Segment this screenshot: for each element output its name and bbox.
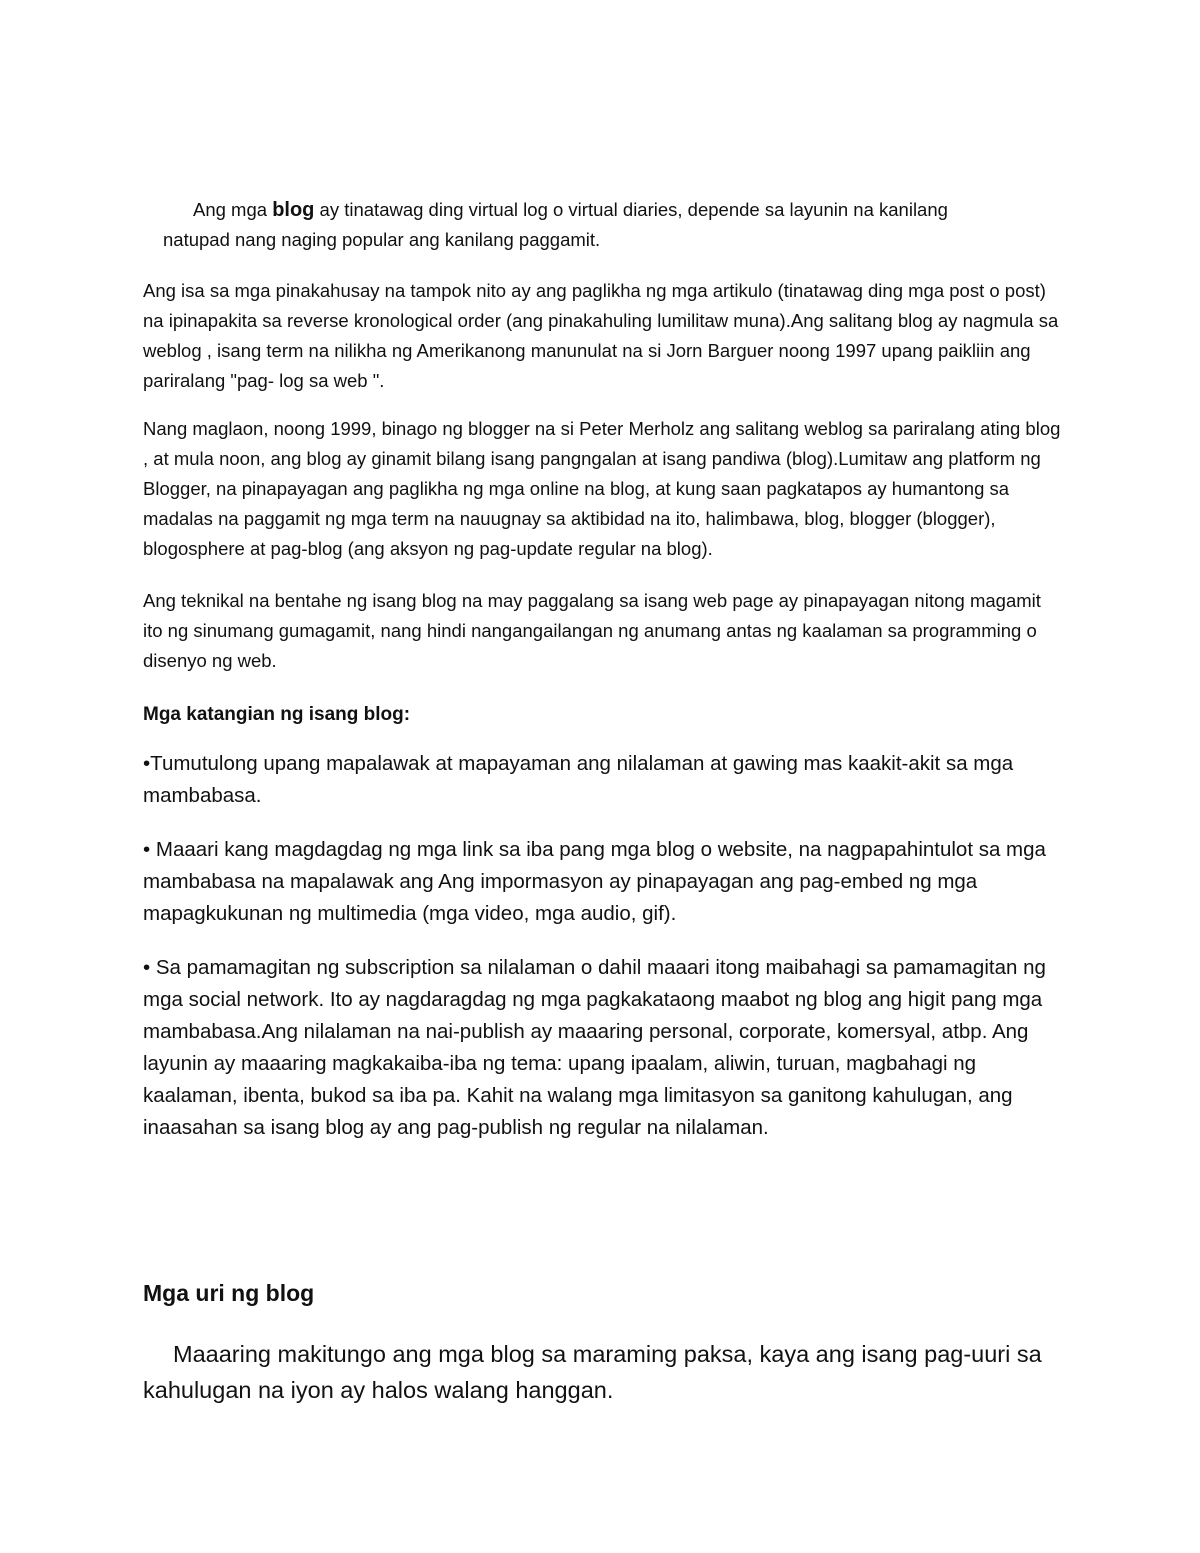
intro-lead: Ang mga (193, 199, 273, 220)
features-heading: Mga katangian ng isang blog: (143, 704, 411, 725)
intro-second-line: natupad nang naging popular ang kanilang paggamit. (163, 229, 601, 250)
paragraph-definition: Ang isa sa mga pinakahusay na tampok nito ay ang paglikha ng mga artikulo (tinatawag ding mga post o post) na ipinapakita sa reverse kronological order (ang pinakahuling lumilitaw muna).Ang salitang blog ay nagmula sa weblog , isang term na nilikha ng Amerikanong manunulat na si Jorn Barguer noong 1997 upang paikliin ang pariralang "pag- log sa web ". (143, 280, 1059, 391)
paragraph-advantage: Ang teknikal na bentahe ng isang blog na may paggalang sa isang web page ay pinapayagan nitong magamit ito ng sinumang gumagamit, nang hindi nangangailangan ng anumang antas ng kaalaman sa programming o disenyo ng web. (143, 590, 1041, 671)
feature-item: • Maaari kang magdagdag ng mga link sa iba pang mga blog o website, na nagpapahintulot sa mga mambabasa na mapalawak ang Ang impormasyon ay pinapayagan ang pag-embed ng mga mapagkukunan ng multimedia (mga video, mga audio, gif). (143, 838, 1046, 925)
feature-item: •Tumutulong upang mapalawak at mapayaman ang nilalaman at gawing mas kaakit-akit sa mga mambabasa. (143, 752, 1014, 807)
intro-bold-word: blog (272, 199, 315, 221)
types-paragraph: Maaaring makitungo ang mga blog sa maraming paksa, kaya ang isang pag-uuri sa kahulugan na iyon ay halos walang hanggan. (143, 1341, 1042, 1403)
types-heading: Mga uri ng blog (143, 1280, 315, 1306)
intro-paragraph (143, 195, 1063, 255)
feature-item: • Sa pamamagitan ng subscription sa nilalaman o dahil maaari itong maibahagi sa pamamagitan ng mga social network. Ito ay nagdaragdag ng mga pagkakataong maabot ng blog ang higit pang mga mambabasa.Ang nilalaman na nai-publish ay maaaring personal, corporate, komersyal, atbp. Ang layunin ay maaaring magkakaiba-iba ng tema: upang ipaalam, aliwin, turuan, magbahagi ng kaalaman, ibenta, bukod sa iba pa. Kahit na walang mga limitasyon sa ganitong kahulugan, ang inaasahan sa isang blog ay ang pag-publish ng regular na nilalaman. (143, 956, 1046, 1139)
intro-first-line (143, 195, 1063, 225)
paragraph-history: Nang maglaon, noong 1999, binago ng blogger na si Peter Merholz ang salitang weblog sa pariralang ating blog , at mula noon, ang blog ay ginamit bilang isang pangngalan at isang pandiwa (blog).Lumitaw ang platform ng Blogger, na pinapayagan ang paglikha ng mga online na blog, at kung saan pagkatapos ay humantong sa madalas na paggamit ng mga term na nauugnay sa aktibidad na ito, halimbawa, blog, blogger (blogger), blogosphere at pag-blog (ang aksyon ng pag-update regular na blog). (143, 418, 1061, 559)
intro-line1-rest: ay tinatawag ding virtual log o virtual diaries, depende sa layunin na kanilang (314, 199, 948, 220)
